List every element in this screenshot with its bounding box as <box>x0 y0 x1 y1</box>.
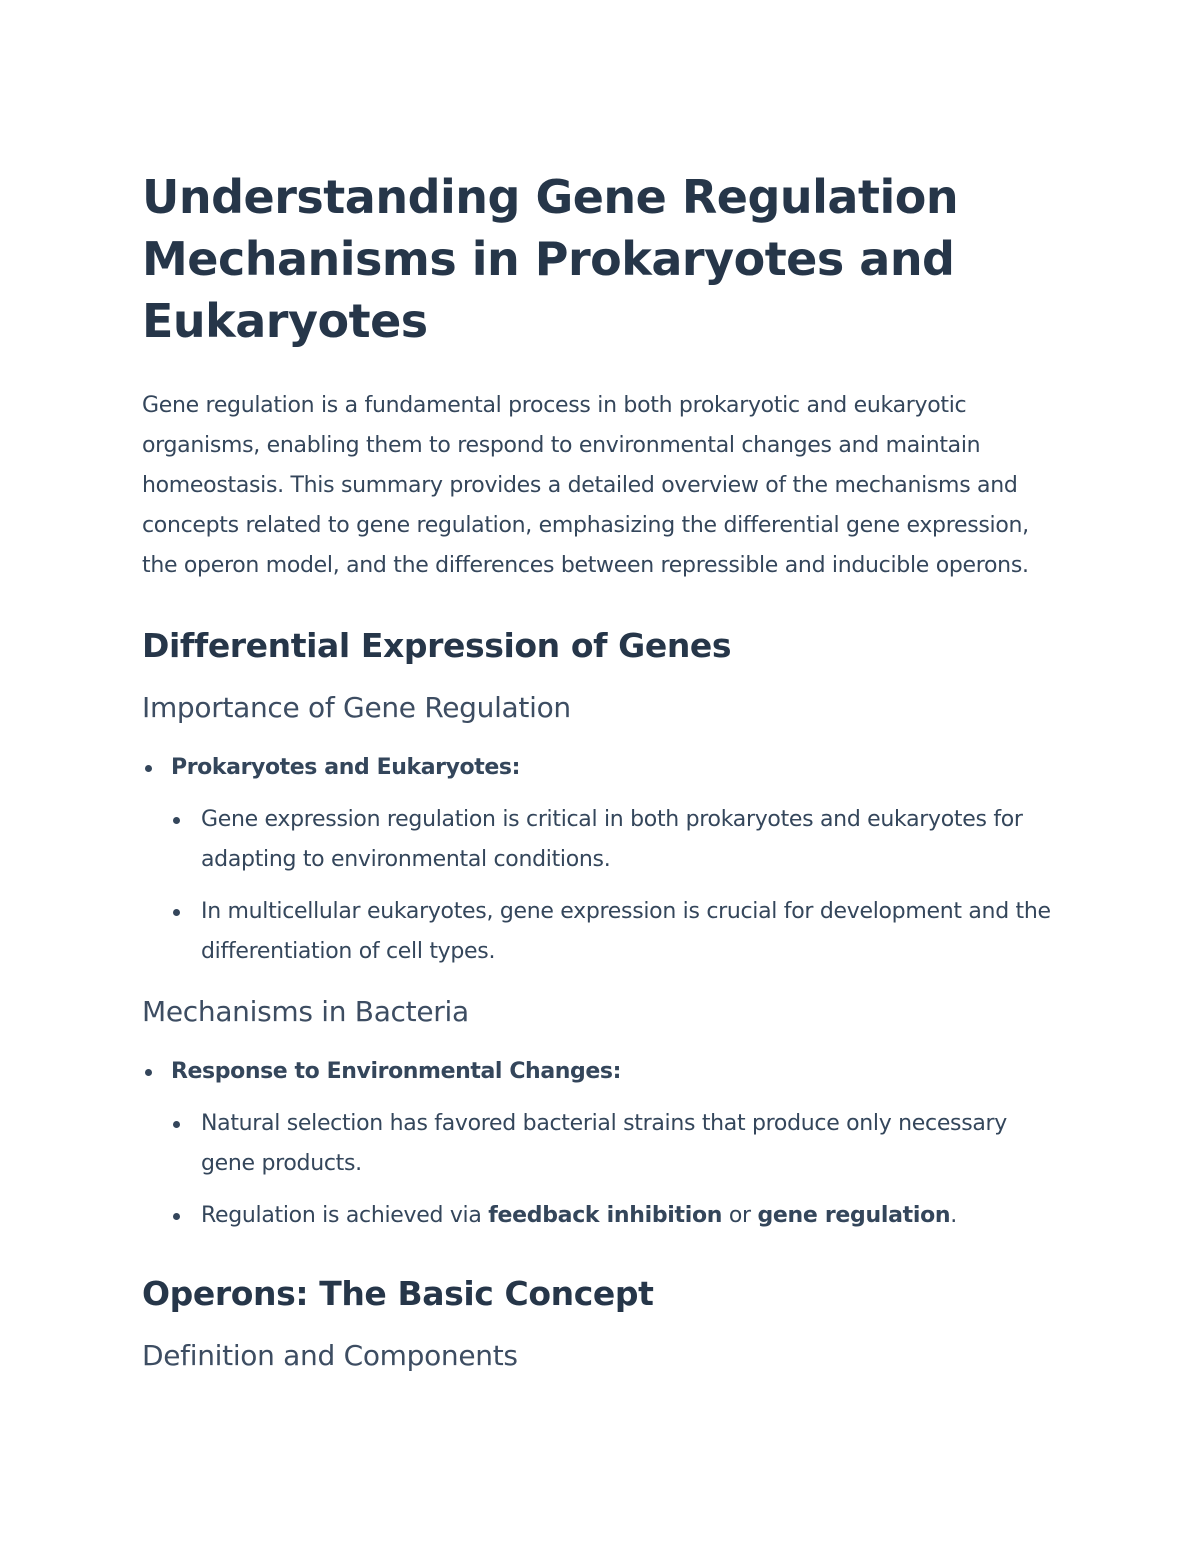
list-item <box>142 748 1060 972</box>
intro-paragraph: Gene regulation is a fundamental process in both prokaryotic and eukaryotic organisms, enabling them to respond to environmental changes and maintain homeostasis. This summary provides a detailed overview of the mechanisms and concepts related to gene regulation, emphasizing the differential gene expression, the operon model, and the differences between repressible and inducible operons. <box>142 393 1029 578</box>
bullet-dot-icon <box>173 1213 180 1220</box>
bold-term-gene-regulation: gene regulation <box>757 1203 951 1228</box>
regulation-suffix-text: . <box>950 1203 957 1228</box>
nested-list-item-text: Natural selection has favored bacterial strains that produce only necessary gene products. <box>201 1111 1008 1176</box>
section-heading-differential-expression: Differential Expression of Genes <box>142 626 732 665</box>
document-page <box>142 166 1060 1376</box>
subsection-heading-definition: Definition and Components <box>142 1339 518 1372</box>
regulation-middle-text: or <box>722 1203 758 1228</box>
subsection-heading-mechanisms-bacteria: Mechanisms in Bacteria <box>142 995 469 1028</box>
nested-list-item-text: In multicellular eukaryotes, gene expression is crucial for development and the differentiation of cell types. <box>201 899 1051 964</box>
nested-list-item-text: Gene expression regulation is critical in both prokaryotes and eukaryotes for adapting to environmental conditions. <box>201 807 1023 872</box>
nested-bullet-list <box>171 800 1060 972</box>
nested-list-item <box>171 1104 1060 1184</box>
bullet-dot-icon <box>173 909 180 916</box>
bold-term-feedback-inhibition: feedback inhibition <box>488 1203 723 1228</box>
document-title: Understanding Gene Regulation Mechanisms in Prokaryotes and Eukaryotes <box>142 170 959 348</box>
section-heading-operons: Operons: The Basic Concept <box>142 1274 654 1313</box>
list-item <box>142 1052 1060 1236</box>
list-item-label: Response to Environmental Changes: <box>171 1059 621 1084</box>
list-item-label: Prokaryotes and Eukaryotes: <box>171 755 520 780</box>
bullet-list-mechanisms <box>142 1052 1060 1236</box>
nested-list-item <box>171 1196 1060 1236</box>
nested-list-item <box>171 892 1060 972</box>
subsection-heading-importance: Importance of Gene Regulation <box>142 691 571 724</box>
regulation-prefix-text: Regulation is achieved via <box>201 1203 489 1228</box>
nested-list-item <box>171 800 1060 880</box>
nested-bullet-list <box>171 1104 1060 1236</box>
bullet-dot-icon <box>145 1069 152 1076</box>
bullet-list-importance <box>142 748 1060 972</box>
bullet-dot-icon <box>173 817 180 824</box>
bullet-dot-icon <box>145 765 152 772</box>
bullet-dot-icon <box>173 1121 180 1128</box>
